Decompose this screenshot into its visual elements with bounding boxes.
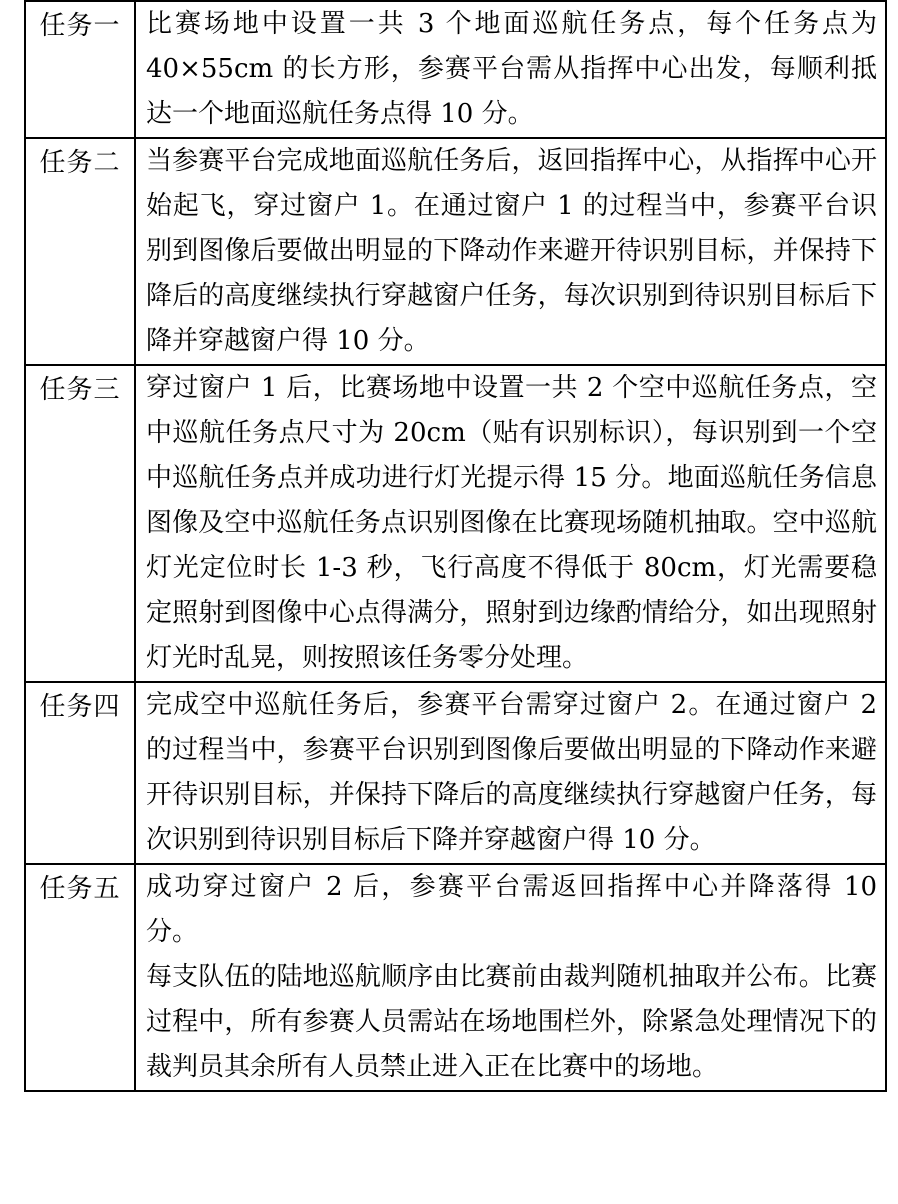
task-name: 任务一	[39, 11, 121, 41]
task-name-cell	[25, 138, 135, 365]
task-row-4	[25, 682, 886, 864]
task-description: 完成空中巡航任务后，参赛平台需穿过窗户 2。在通过窗户 2 的过程当中，参赛平台识别到图像后要做出明显的下降动作来避开待识别目标，并保持下降后的高度继续执行穿越窗户任务，每次识别到待识别目标后下降并穿越窗户得 10 分。	[146, 690, 877, 855]
task-name-cell	[25, 1, 135, 138]
task-row-2	[25, 138, 886, 365]
task-name: 任务三	[39, 375, 121, 405]
task-description: 比赛场地中设置一共 3 个地面巡航任务点，每个任务点为 40×55cm 的长方形，参赛平台需从指挥中心出发，每顺利抵达一个地面巡航任务点得 10 分。	[146, 9, 877, 129]
task-description-cell	[135, 138, 886, 365]
task-name: 任务四	[39, 692, 121, 722]
task-description-cell	[135, 365, 886, 682]
task-description-cell	[135, 864, 886, 1091]
task-name: 任务二	[39, 148, 121, 178]
task-name-cell	[25, 682, 135, 864]
task-row-1	[25, 1, 886, 138]
task-row-3	[25, 365, 886, 682]
task-name-cell	[25, 365, 135, 682]
task-description: 当参赛平台完成地面巡航任务后，返回指挥中心，从指挥中心开始起飞，穿过窗户 1。在通过窗户 1 的过程当中，参赛平台识别到图像后要做出明显的下降动作来避开待识别目标，并保持下降后的高度继续执行穿越窗户任务，每次识别到待识别目标后下降并穿越窗户得 10 分。	[146, 146, 877, 356]
task-name-cell	[25, 864, 135, 1091]
task-description: 成功穿过窗户 2 后，参赛平台需返回指挥中心并降落得 10 分。	[146, 872, 877, 947]
task-row-5	[25, 864, 886, 1091]
task-description-cell	[135, 682, 886, 864]
task-description-note: 每支队伍的陆地巡航顺序由比赛前由裁判随机抽取并公布。比赛过程中，所有参赛人员需站在场地围栏外，除紧急处理情况下的裁判员其余所有人员禁止进入正在比赛中的场地。	[146, 962, 877, 1082]
task-table	[24, 0, 887, 1092]
task-description-cell	[135, 1, 886, 138]
task-description: 穿过窗户 1 后，比赛场地中设置一共 2 个空中巡航任务点，空中巡航任务点尺寸为 20cm（贴有识别标识），每识别到一个空中巡航任务点并成功进行灯光提示得 15 分。地面巡航任务信息图像及空中巡航任务点识别图像在比赛现场随机抽取。空中巡航灯光定位时长 1-3 秒，飞行高度不得低于 80cm，灯光需要稳定照射到图像中心点得满分，照射到边缘酌情给分，如出现照射灯光时乱晃，则按照该任务零分处理。	[146, 373, 877, 673]
task-name: 任务五	[39, 874, 121, 904]
